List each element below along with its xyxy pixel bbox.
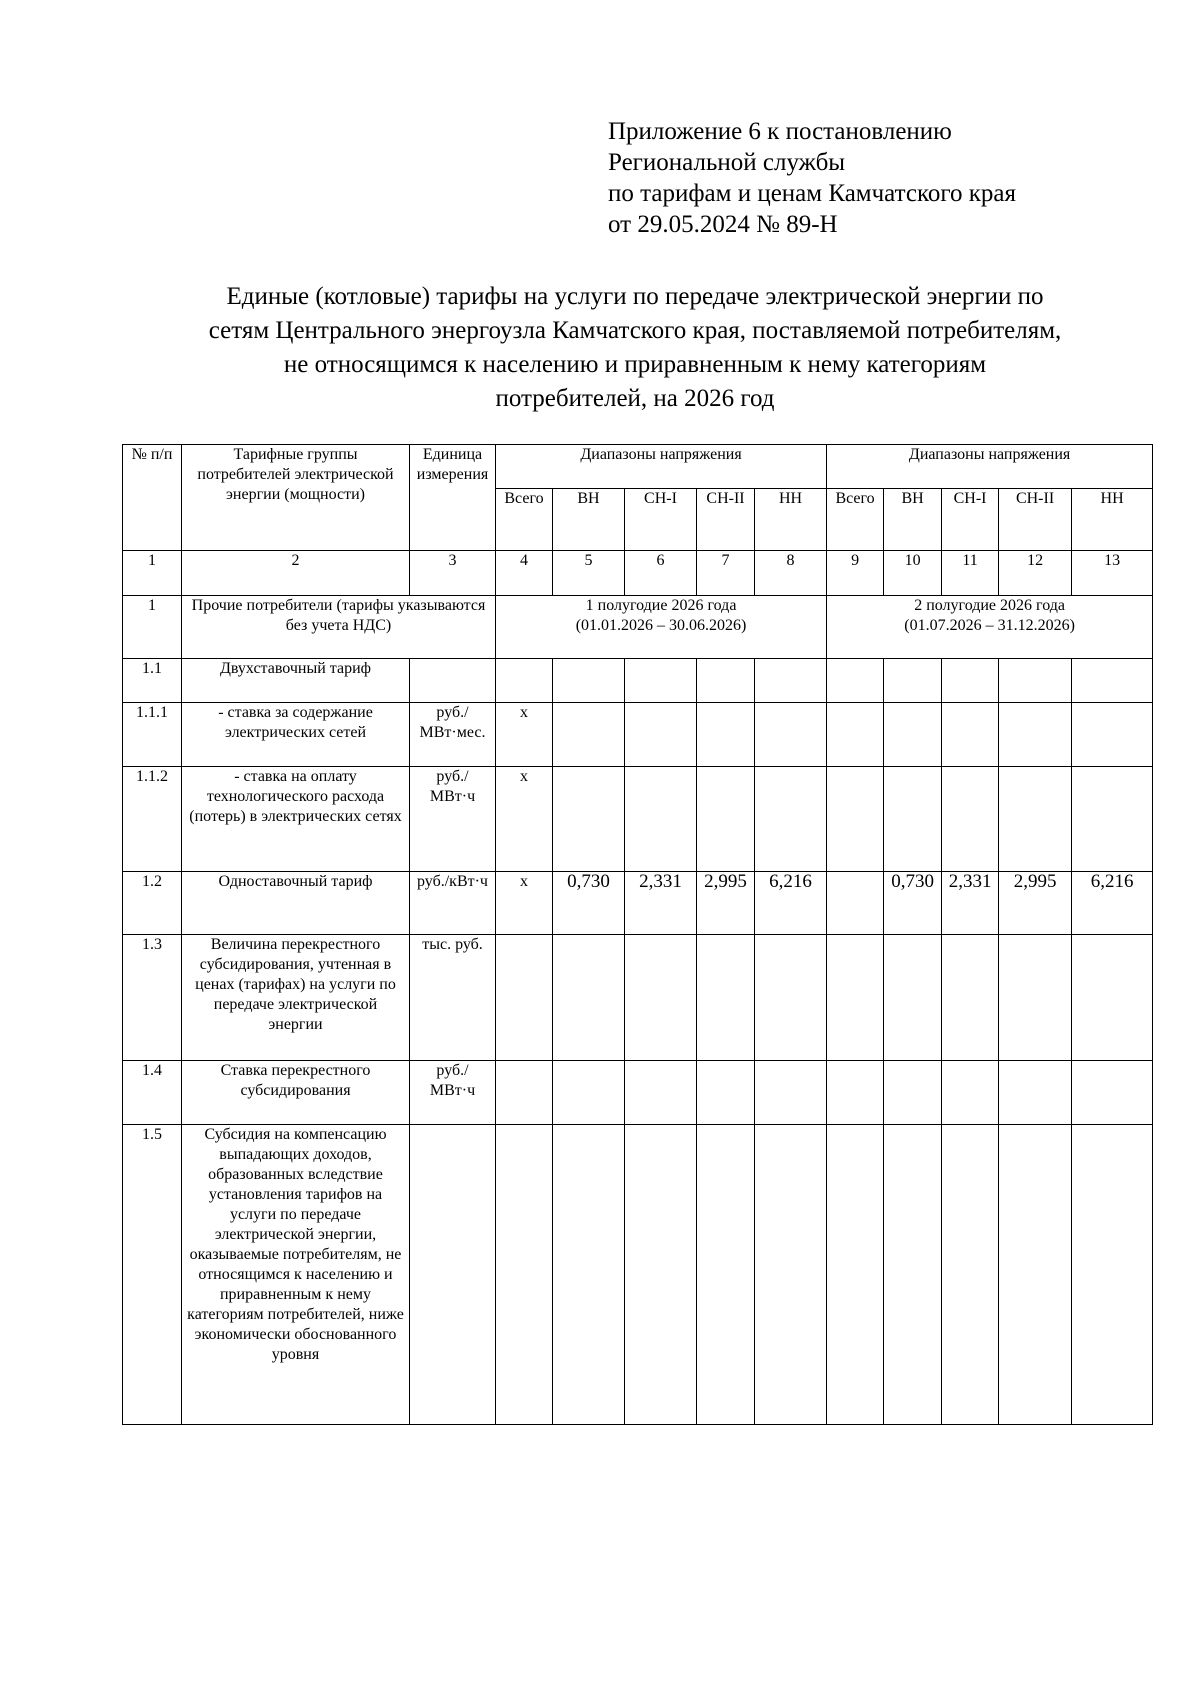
appendix-line: по тарифам и ценам Камчатского края xyxy=(608,180,1016,207)
row-value xyxy=(942,935,999,1061)
row-value xyxy=(697,1125,755,1425)
column-number: 10 xyxy=(884,551,942,596)
column-number-row xyxy=(123,551,1153,596)
row-value xyxy=(827,703,884,767)
row-unit xyxy=(410,659,496,703)
row-unit: руб./кВт·ч xyxy=(410,872,496,935)
row-value xyxy=(999,1061,1072,1125)
row-name: Субсидия на компенсацию выпадающих доходов, образованных вследствие установления тарифов на услуги по передаче электрической энергии, оказываемые потребителям, не относящимся к населению и приравненным к нему категориям потребителей, ниже экономически обоснованного уровня xyxy=(182,1125,410,1425)
row-value xyxy=(496,935,553,1061)
table-row xyxy=(123,659,1153,703)
row-value xyxy=(496,659,553,703)
row-value xyxy=(496,1125,553,1425)
document-title xyxy=(120,280,1150,416)
period-2 xyxy=(827,596,1153,659)
row-value xyxy=(827,872,884,935)
row-value xyxy=(884,659,942,703)
row-value: х xyxy=(496,872,553,935)
column-number: 5 xyxy=(553,551,625,596)
row-value: 2,995 xyxy=(697,872,755,935)
appendix-line: от 29.05.2024 № 89-Н xyxy=(608,211,838,238)
column-number: 4 xyxy=(496,551,553,596)
appendix-line: Региональной службы xyxy=(608,149,846,176)
title-line: Единые (котловые) тарифы на услуги по передаче электрической энергии по xyxy=(226,283,1044,310)
table-row xyxy=(123,935,1153,1061)
row-value xyxy=(755,1125,827,1425)
column-number: 3 xyxy=(410,551,496,596)
row-value xyxy=(553,935,625,1061)
section-name: Прочие потребители (тарифы указываются без учета НДС) xyxy=(182,596,496,659)
row-value xyxy=(625,767,697,872)
header-num: № п/п xyxy=(123,445,182,551)
header-unit: Единица измерения xyxy=(410,445,496,551)
subheader-cell: СН-I xyxy=(625,489,697,551)
period-1-dates: (01.01.2026 – 30.06.2026) xyxy=(575,617,747,634)
row-unit: руб./МВт·ч xyxy=(410,1061,496,1125)
row-value xyxy=(625,703,697,767)
row-value xyxy=(755,659,827,703)
row-value xyxy=(755,703,827,767)
section-row xyxy=(123,596,1153,659)
row-num: 1.1 xyxy=(123,659,182,703)
column-number: 9 xyxy=(827,551,884,596)
column-number: 11 xyxy=(942,551,999,596)
column-number: 12 xyxy=(999,551,1072,596)
row-value xyxy=(999,1125,1072,1425)
row-value xyxy=(827,659,884,703)
row-value: 6,216 xyxy=(755,872,827,935)
subheader-cell: СН-II xyxy=(697,489,755,551)
row-num: 1.4 xyxy=(123,1061,182,1125)
row-value: 6,216 xyxy=(1072,872,1153,935)
row-value xyxy=(1072,703,1153,767)
table-row xyxy=(123,767,1153,872)
row-value xyxy=(625,1125,697,1425)
row-value xyxy=(1072,935,1153,1061)
section-num: 1 xyxy=(123,596,182,659)
row-value xyxy=(625,1061,697,1125)
appendix-reference xyxy=(608,116,1016,240)
row-value xyxy=(755,1061,827,1125)
row-name: Величина перекрестного субсидирования, учтенная в ценах (тарифах) на услуги по передаче электрической энергии xyxy=(182,935,410,1061)
table-row xyxy=(123,1061,1153,1125)
row-value xyxy=(942,1061,999,1125)
row-value xyxy=(553,1061,625,1125)
row-value xyxy=(697,935,755,1061)
row-value xyxy=(1072,1061,1153,1125)
row-num: 1.1.1 xyxy=(123,703,182,767)
row-unit: тыс. руб. xyxy=(410,935,496,1061)
row-value xyxy=(755,935,827,1061)
row-value xyxy=(697,767,755,872)
period-1-title: 1 полугодие 2026 года xyxy=(585,597,737,614)
header-range-2: Диапазоны напряжения xyxy=(827,445,1153,489)
table-row xyxy=(123,703,1153,767)
row-value xyxy=(553,767,625,872)
row-num: 1.2 xyxy=(123,872,182,935)
row-value: х xyxy=(496,703,553,767)
column-number: 7 xyxy=(697,551,755,596)
row-value xyxy=(553,1125,625,1425)
row-value: 0,730 xyxy=(553,872,625,935)
header-row xyxy=(123,445,1153,489)
row-value xyxy=(827,935,884,1061)
row-value: х xyxy=(496,767,553,872)
row-unit xyxy=(410,1125,496,1425)
row-num: 1.1.2 xyxy=(123,767,182,872)
row-value xyxy=(942,767,999,872)
row-value xyxy=(697,703,755,767)
row-value xyxy=(884,1061,942,1125)
row-num: 1.5 xyxy=(123,1125,182,1425)
row-value xyxy=(1072,767,1153,872)
row-value xyxy=(999,935,1072,1061)
title-line: сетям Центрального энергоузла Камчатского края, поставляемой потребителям, xyxy=(208,317,1062,344)
period-1 xyxy=(496,596,827,659)
title-line: не относящимся к населению и приравненным к нему категориям xyxy=(283,351,987,378)
row-value xyxy=(1072,659,1153,703)
row-value xyxy=(625,935,697,1061)
row-value xyxy=(1072,1125,1153,1425)
subheader-cell: Всего xyxy=(827,489,884,551)
table-row xyxy=(123,1125,1153,1425)
subheader-cell: ВН xyxy=(553,489,625,551)
row-name: - ставка за содержание электрических сетей xyxy=(182,703,410,767)
row-value xyxy=(827,767,884,872)
row-value xyxy=(755,767,827,872)
row-value xyxy=(884,1125,942,1425)
row-value xyxy=(942,1125,999,1425)
row-value xyxy=(942,703,999,767)
row-value xyxy=(999,767,1072,872)
row-value xyxy=(553,703,625,767)
row-name: Ставка перекрестного субсидирования xyxy=(182,1061,410,1125)
period-2-dates: (01.07.2026 – 31.12.2026) xyxy=(904,617,1075,634)
tariff-table xyxy=(122,444,1153,1425)
subheader-cell: Всего xyxy=(496,489,553,551)
row-value: 2,331 xyxy=(942,872,999,935)
subheader-cell: ВН xyxy=(884,489,942,551)
row-value xyxy=(999,703,1072,767)
row-value xyxy=(697,1061,755,1125)
header-groups: Тарифные группы потребителей электрической энергии (мощности) xyxy=(182,445,410,551)
row-name: - ставка на оплату технологического расхода (потерь) в электрических сетях xyxy=(182,767,410,872)
row-value xyxy=(553,659,625,703)
row-value xyxy=(625,659,697,703)
row-value xyxy=(884,703,942,767)
subheader-cell: НН xyxy=(1072,489,1153,551)
column-number: 1 xyxy=(123,551,182,596)
row-value xyxy=(827,1061,884,1125)
column-number: 13 xyxy=(1072,551,1153,596)
header-range-1: Диапазоны напряжения xyxy=(496,445,827,489)
title-line: потребителей, на 2026 год xyxy=(495,385,775,412)
row-name: Двухставочный тариф xyxy=(182,659,410,703)
subheader-cell: СН-II xyxy=(999,489,1072,551)
row-value xyxy=(942,659,999,703)
column-number: 2 xyxy=(182,551,410,596)
row-value xyxy=(999,659,1072,703)
row-value: 2,331 xyxy=(625,872,697,935)
row-value xyxy=(884,935,942,1061)
row-value xyxy=(496,1061,553,1125)
column-number: 6 xyxy=(625,551,697,596)
row-value xyxy=(697,659,755,703)
column-number: 8 xyxy=(755,551,827,596)
row-unit: руб./МВт·ч xyxy=(410,767,496,872)
row-value xyxy=(827,1125,884,1425)
row-value xyxy=(884,767,942,872)
appendix-line: Приложение 6 к постановлению xyxy=(608,118,952,145)
period-2-title: 2 полугодие 2026 года xyxy=(914,597,1065,614)
row-value: 2,995 xyxy=(999,872,1072,935)
row-unit: руб./МВт·мес. xyxy=(410,703,496,767)
row-name: Одноставочный тариф xyxy=(182,872,410,935)
table-row xyxy=(123,872,1153,935)
subheader-cell: НН xyxy=(755,489,827,551)
row-num: 1.3 xyxy=(123,935,182,1061)
row-value: 0,730 xyxy=(884,872,942,935)
subheader-cell: СН-I xyxy=(942,489,999,551)
